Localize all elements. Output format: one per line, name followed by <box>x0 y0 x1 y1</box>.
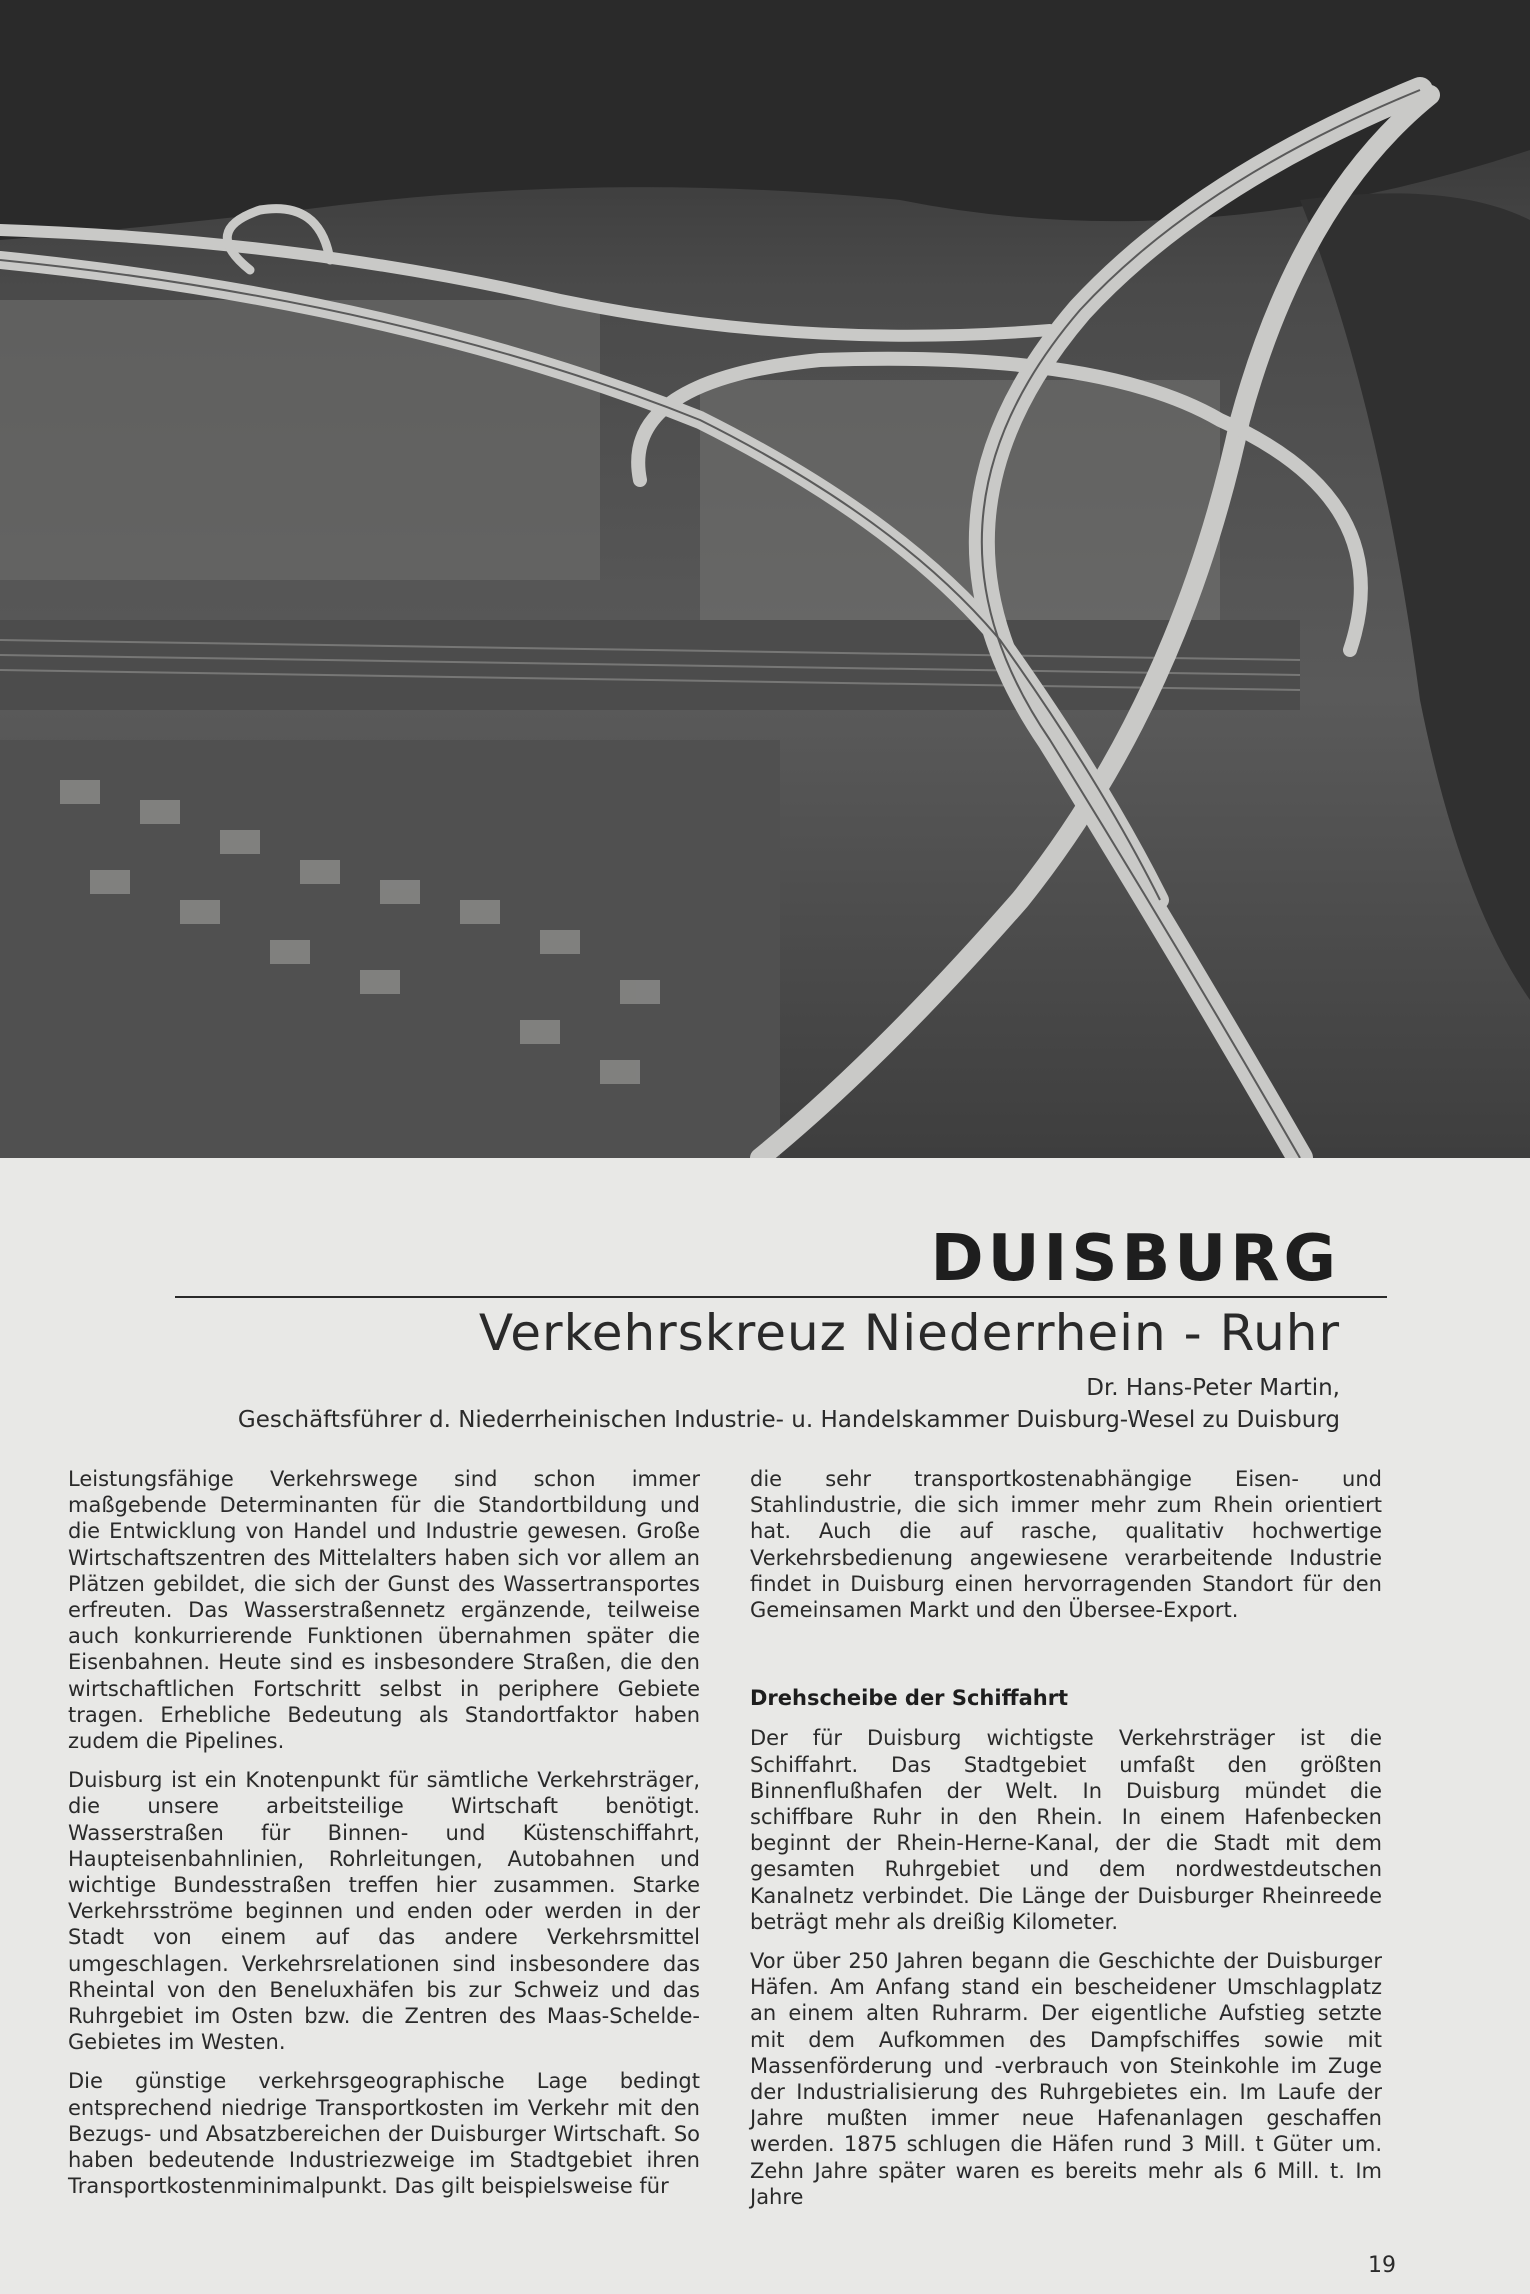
author-block <box>238 1372 1340 1436</box>
author-name: Dr. Hans-Peter Martin, <box>1086 1375 1340 1401</box>
page-title: DUISBURG <box>930 1222 1340 1296</box>
paragraph: die sehr transportkostenabhängige Eisen- und Stahlindustrie, die sich immer mehr zum Rhein orientiert hat. Auch die auf rasche, qualitativ hochwertige Verkehrsbedienung angewiesene verarbeitende Industrie findet in Duisburg einen hervorragenden Standort für den Gemeinsamen Markt und den Übersee-Export. <box>750 1467 1382 1623</box>
paragraph: Vor über 250 Jahren begann die Geschichte der Duisburger Häfen. Am Anfang stand ein bescheidener Umschlagplatz an einem alten Ruhrarm. Der eigentliche Aufstieg setzte mit dem Aufkommen des Dampfschiffes sowie mit Massenförderung und -verbrauch von Steinkohle im Zuge der Industrialisierung des Ruhrgebietes ein. Im Laufe der Jahre mußten immer neue Hafenanlagen geschaffen werden. 1875 schlugen die Häfen rund 3 Mill. t Güter um. Zehn Jahre später waren es bereits mehr als 6 Mill. t. Im Jahre <box>750 1949 1382 2209</box>
page-number: 19 <box>1368 2253 1396 2278</box>
section-heading: Drehscheibe der Schiffahrt <box>750 1686 1069 1711</box>
paragraph: Leistungsfähige Verkehrswege sind schon immer maßgebende Determinanten für die Standortbildung und die Entwicklung von Handel und Industrie gewesen. Große Wirtschaftszentren des Mittelalters haben sich vor allem an Plätzen gebildet, die sich der Gunst des Wassertransportes erfreuten. Das Wasserstraßennetz ergänzende, teilweise auch konkurrierende Funktionen übernahmen später die Eisenbahnen. Heute sind es insbesondere Straßen, die den wirtschaftlichen Fortschritt selbst in periphere Gebiete tragen. Erhebliche Bedeutung als Standortfaktor haben zudem die Pipelines. <box>68 1467 700 1754</box>
paragraph: Der für Duisburg wichtigste Verkehrsträger ist die Schiffahrt. Das Stadtgebiet umfaßt den größten Binnenflußhafen der Welt. In Duisburg mündet die schiffbare Ruhr in den Rhein. In einem Hafenbecken beginnt der Rhein-Herne-Kanal, der die Stadt mit dem gesamten Ruhrgebiet und dem nordwestdeutschen Kanalnetz verbindet. Die Länge der Duisburger Rheinreede beträgt mehr als dreißig Kilometer. <box>750 1726 1382 1934</box>
paragraph: Duisburg ist ein Knotenpunkt für sämtliche Verkehrsträger, die unsere arbeitsteilige Wirtschaft benötigt. Wasserstraßen für Binnen- und Küstenschiffahrt, Haupteisenbahnlinien, Rohrleitungen, Autobahnen und wichtige Bundesstraßen treffen hier zusammen. Starke Verkehrsströme beginnen und enden oder werden in der Stadt von einem auf das andere Verkehrsmittel umgeschlagen. Verkehrsrelationen sind insbesondere das Rheintal von den Beneluxhäfen bis zur Schweiz und das Ruhrgebiet im Osten bzw. die Zentren des Maas-Schelde-Gebietes im Westen. <box>68 1768 700 2055</box>
paragraph: Die günstige verkehrsgeographische Lage bedingt entsprechend niedrige Transportkosten im Verkehr mit den Bezugs- und Absatzbereichen der Duisburger Wirtschaft. So haben bedeutende Industriezweige im Stadtgebiet ihren Transportkostenminimalpunkt. Das gilt beispielsweise für <box>68 2069 700 2199</box>
right-column <box>750 1466 1382 2223</box>
author-affiliation: Geschäftsführer d. Niederrheinischen Industrie- u. Handelskammer Duisburg-Wesel zu Duisburg <box>237 1407 1340 1433</box>
left-column <box>68 1466 700 2212</box>
page-subtitle: Verkehrskreuz Niederrhein - Ruhr <box>478 1304 1340 1362</box>
title-divider <box>175 1296 1387 1298</box>
